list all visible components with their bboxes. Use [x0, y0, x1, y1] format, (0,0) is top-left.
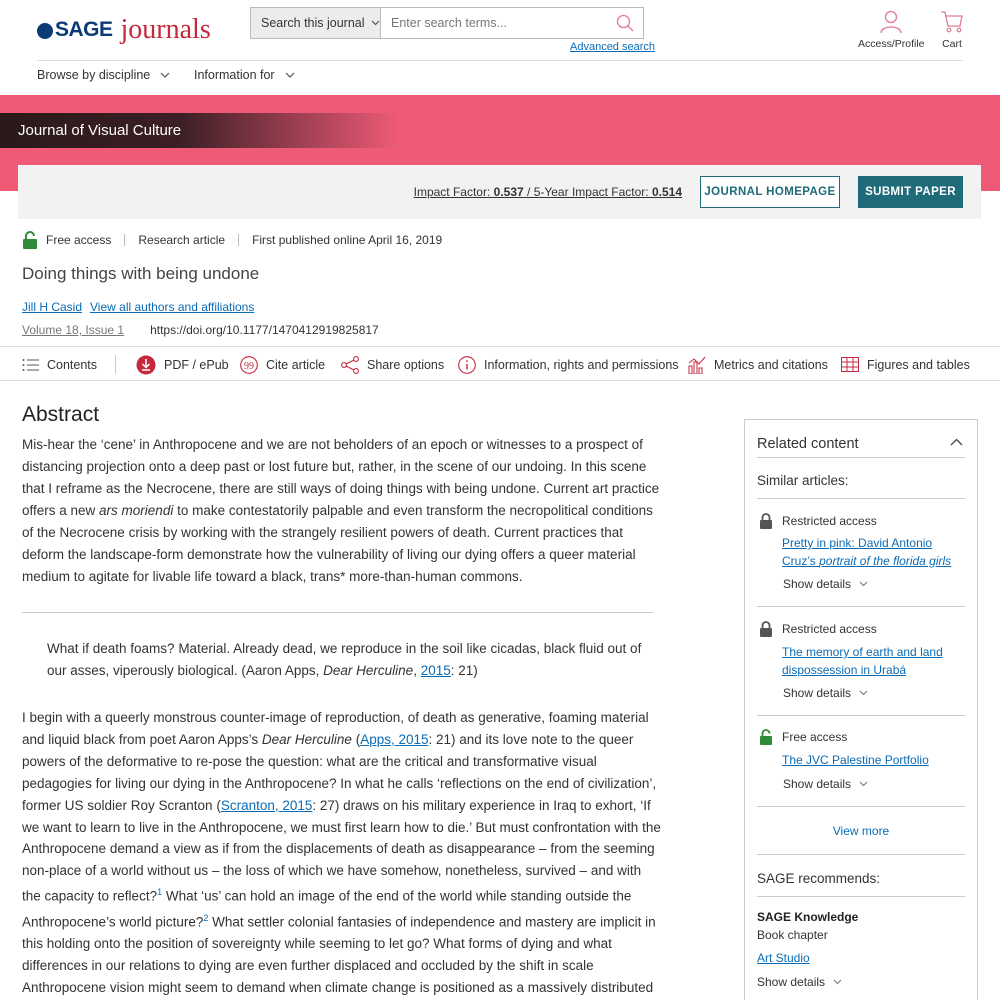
body-part: (: [351, 731, 361, 747]
search-button[interactable]: [607, 8, 643, 38]
epigraph-quote: [47, 638, 657, 682]
search-scope-select[interactable]: [251, 8, 381, 38]
information-rights-button[interactable]: [458, 347, 679, 382]
toolbar-separator: [115, 355, 116, 374]
pdf-epub-button[interactable]: [136, 347, 229, 382]
sidebar-divider: [757, 715, 965, 716]
abstract-text: [22, 434, 662, 588]
chevron-down-icon: [371, 20, 380, 26]
user-icon: [880, 10, 902, 34]
impact-sep: /: [523, 185, 534, 199]
chevron-down-icon: [160, 72, 170, 78]
sidebar-divider: [757, 896, 965, 897]
advanced-search-link[interactable]: Advanced search: [570, 41, 655, 53]
article-type: Research article: [138, 233, 226, 247]
access-label: Restricted access: [782, 622, 877, 636]
view-more-link[interactable]: View more: [832, 824, 890, 838]
article-toolbar: [0, 346, 1000, 381]
chevron-up-icon[interactable]: [950, 438, 963, 446]
access-label: Free access: [782, 730, 848, 744]
body-italic: Dear Herculine: [261, 731, 352, 747]
logo-sage-text: SAGE: [37, 18, 113, 42]
quote-part: What if death foams? Material. Already dead, we reproduce in the soil like cicadas, black fluid out of our asses, viperously biological. (Aaron Apps,: [47, 641, 642, 678]
lock-icon: [759, 513, 773, 529]
submit-paper-button[interactable]: SUBMIT PAPER: [858, 176, 963, 208]
related-article-link[interactable]: [782, 535, 967, 570]
journal-title[interactable]: Journal of Visual Culture: [0, 113, 400, 148]
globe-icon: [37, 23, 53, 39]
browse-label: Browse by discipline: [37, 68, 151, 82]
info-label: Information for: [194, 68, 275, 82]
unlocked-icon: [22, 231, 38, 249]
show-details-toggle[interactable]: [757, 975, 842, 989]
contents-label: Contents: [47, 357, 98, 372]
share-label: Share options: [367, 357, 445, 372]
sage-journals-logo[interactable]: [37, 14, 211, 46]
five-year-value: 0.514: [651, 185, 682, 199]
journal-homepage-button[interactable]: JOURNAL HOMEPAGE: [700, 176, 840, 208]
sage-knowledge-label: SAGE Knowledge: [757, 910, 859, 924]
abstract-heading: Abstract: [22, 403, 100, 426]
volume-row: [22, 323, 379, 337]
sage-recommends-heading: SAGE recommends:: [757, 871, 881, 886]
show-details-toggle[interactable]: [783, 686, 868, 700]
chevron-down-icon: [859, 690, 868, 696]
meta-separator: [124, 234, 125, 246]
body-part: : 27) draws on his military experience in Iraq to exhort, ‘If we want to learn to live in the Anthropocene, we must first learn how to die.’ But must confrontation with the Anthropocene demand a view as if from the displacements of death as disappearance – from the seeming non-place of a world without us – the loss of which we have somehow, nonetheless, survived – and with the capacity to reflect?: [22, 797, 661, 904]
figures-tables-button[interactable]: [841, 347, 970, 382]
reference-link[interactable]: Apps, 2015: [360, 731, 429, 747]
sidebar-divider: [757, 854, 965, 855]
quote-part: : 21): [450, 663, 478, 678]
body-part: What ‘us’ can hold an image of the end of the world while standing outside the Anthropocene’s world picture?: [22, 888, 632, 930]
cart-icon: [940, 10, 964, 34]
logo-journals-text: journals: [120, 14, 211, 45]
related-article-link[interactable]: [782, 752, 967, 770]
abstract-italic: ars moriendi: [99, 503, 174, 518]
quote-part: ,: [413, 663, 421, 678]
cite-article-button[interactable]: [240, 347, 325, 382]
meta-separator: [238, 234, 239, 246]
impact-factor[interactable]: [414, 185, 682, 199]
book-chapter-label: Book chapter: [757, 928, 828, 942]
art-studio-link[interactable]: Art Studio: [757, 951, 810, 965]
share-options-button[interactable]: [341, 347, 444, 382]
cite-label: Cite article: [266, 357, 326, 372]
body-part: I begin with a queerly monstrous counter-image of reproduction, of death as generative, foaming material and liquid black from poet Aaron Apps’s: [22, 710, 649, 747]
reference-link[interactable]: 2015: [420, 663, 451, 678]
access-status: [759, 621, 877, 637]
publish-date: First published online April 16, 2019: [252, 233, 443, 247]
cart-button[interactable]: [940, 10, 964, 50]
svg-text:99: 99: [244, 360, 254, 372]
search-input[interactable]: [381, 8, 607, 38]
show-details-label: Show details: [783, 777, 852, 791]
article-meta: [22, 231, 442, 249]
chevron-down-icon: [833, 979, 842, 985]
related-content-panel: [744, 419, 978, 1000]
unlocked-icon: [759, 729, 773, 745]
impact-bar: [18, 165, 981, 219]
reference-link[interactable]: Scranton, 2015: [220, 797, 313, 813]
search-scope-label: Search this journal: [261, 16, 365, 30]
show-details-toggle[interactable]: [783, 777, 868, 791]
author-link[interactable]: Jill H Casid: [22, 300, 83, 314]
access-profile-button[interactable]: [858, 10, 925, 50]
footnote-link[interactable]: 1: [157, 887, 163, 898]
sidebar-divider: [757, 606, 965, 607]
browse-by-discipline-menu[interactable]: [37, 68, 170, 82]
related-title: The JVC Palestine Portfolio: [782, 753, 929, 767]
share-icon: [341, 356, 359, 374]
chevron-down-icon: [859, 781, 868, 787]
authors-row: [22, 300, 254, 314]
quote-icon: [240, 356, 258, 374]
search-bar: [250, 7, 644, 39]
metrics-citations-button[interactable]: [688, 347, 828, 382]
show-details-label: Show details: [783, 686, 852, 700]
access-status: [759, 729, 847, 745]
figures-label: Figures and tables: [867, 357, 970, 372]
volume-link[interactable]: Volume 18, Issue 1: [22, 323, 125, 337]
body-paragraph: [22, 707, 662, 999]
five-year-label: 5-Year Impact Factor:: [533, 185, 652, 199]
abstract-part: to make contestatorily palpable and even transform the necropolitical conditions of the Necrocene crisis by working with the strangely resilient powers of death. Current practices that deform the landscape-form demonstrate how the vulnerability of living our dying offers a queer material medium to agitate for livable life toward a black, trans* more-than-human commons.: [22, 503, 653, 584]
footnote-link[interactable]: 2: [203, 912, 209, 923]
contents-button[interactable]: [22, 347, 97, 382]
related-title: The memory of earth and land dispossession in Urabá: [782, 645, 943, 677]
related-content-heading: Related content: [757, 436, 859, 452]
chevron-down-icon: [285, 72, 295, 78]
download-icon: [136, 355, 156, 375]
show-details-label: Show details: [783, 577, 852, 591]
chevron-down-icon: [859, 581, 868, 587]
cart-label: Cart: [942, 38, 962, 50]
quote-italic: Dear Herculine: [323, 663, 414, 678]
body-part: What settler colonial fantasies of independence and mastery are implicit in this holding onto the position of sovereignty while seeming to let go? What forms of dying and what differences in our relations to dying are even further displaced and occluded by the shift in scale Anthropocene vision might seem to demand when climate change is positioned as a massively distributed: [22, 914, 656, 995]
show-details-toggle[interactable]: [783, 577, 868, 591]
related-title: Pretty in pink: David Antonio Cruz’s: [782, 536, 933, 568]
impact-value: 0.537: [493, 185, 524, 199]
info-icon: [458, 356, 476, 374]
sidebar-divider: [757, 806, 965, 807]
impact-label: Impact Factor:: [413, 185, 494, 199]
access-profile-label: Access/Profile: [858, 38, 925, 50]
section-divider: [22, 612, 653, 613]
metrics-label: Metrics and citations: [714, 357, 828, 372]
table-icon: [841, 357, 859, 372]
access-status: Free access: [46, 233, 112, 247]
show-details-label: Show details: [757, 975, 826, 989]
related-article-link[interactable]: [782, 644, 967, 679]
header-divider: [37, 60, 963, 61]
body-part: : 21) and its love note to the queer powers of the deformative to re-pose the question: what are the critical and transformative visual pedagogies for living our dying in the Anthropocene? In what he calls ‘reflections on the end of civilization’, former US soldier Roy Scranton (: [22, 731, 657, 813]
doi[interactable]: https://doi.org/10.1177/1470412919825817: [150, 323, 379, 337]
article-title: Doing things with being undone: [22, 264, 260, 283]
access-label: Restricted access: [782, 514, 877, 528]
pdf-label: PDF / ePub: [164, 357, 229, 372]
related-title-italic: portrait of the florida girls: [819, 553, 952, 568]
sidebar-divider: [757, 457, 965, 458]
information-for-menu[interactable]: [194, 68, 295, 82]
info-label: Information, rights and permissions: [484, 357, 679, 372]
lock-icon: [759, 621, 773, 637]
sidebar-divider: [757, 498, 965, 499]
abstract-part: Mis-hear the ‘cene’ in Anthropocene and we are not beholders of an epoch or witnesses to a prospect of distancing projection onto a deep past or lost future but, rather, in the scene of our undoing. In this scene that I reframe as the Necrocene, there are still ways of doing things with being undone. Current art practice offers a new: [22, 437, 660, 518]
list-icon: [22, 358, 39, 372]
bar-chart-icon: [688, 356, 706, 374]
search-icon: [616, 14, 634, 32]
similar-articles-heading: Similar articles:: [757, 473, 849, 488]
access-status: [759, 513, 877, 529]
view-all-authors-link[interactable]: View all authors and affiliations: [90, 300, 255, 314]
